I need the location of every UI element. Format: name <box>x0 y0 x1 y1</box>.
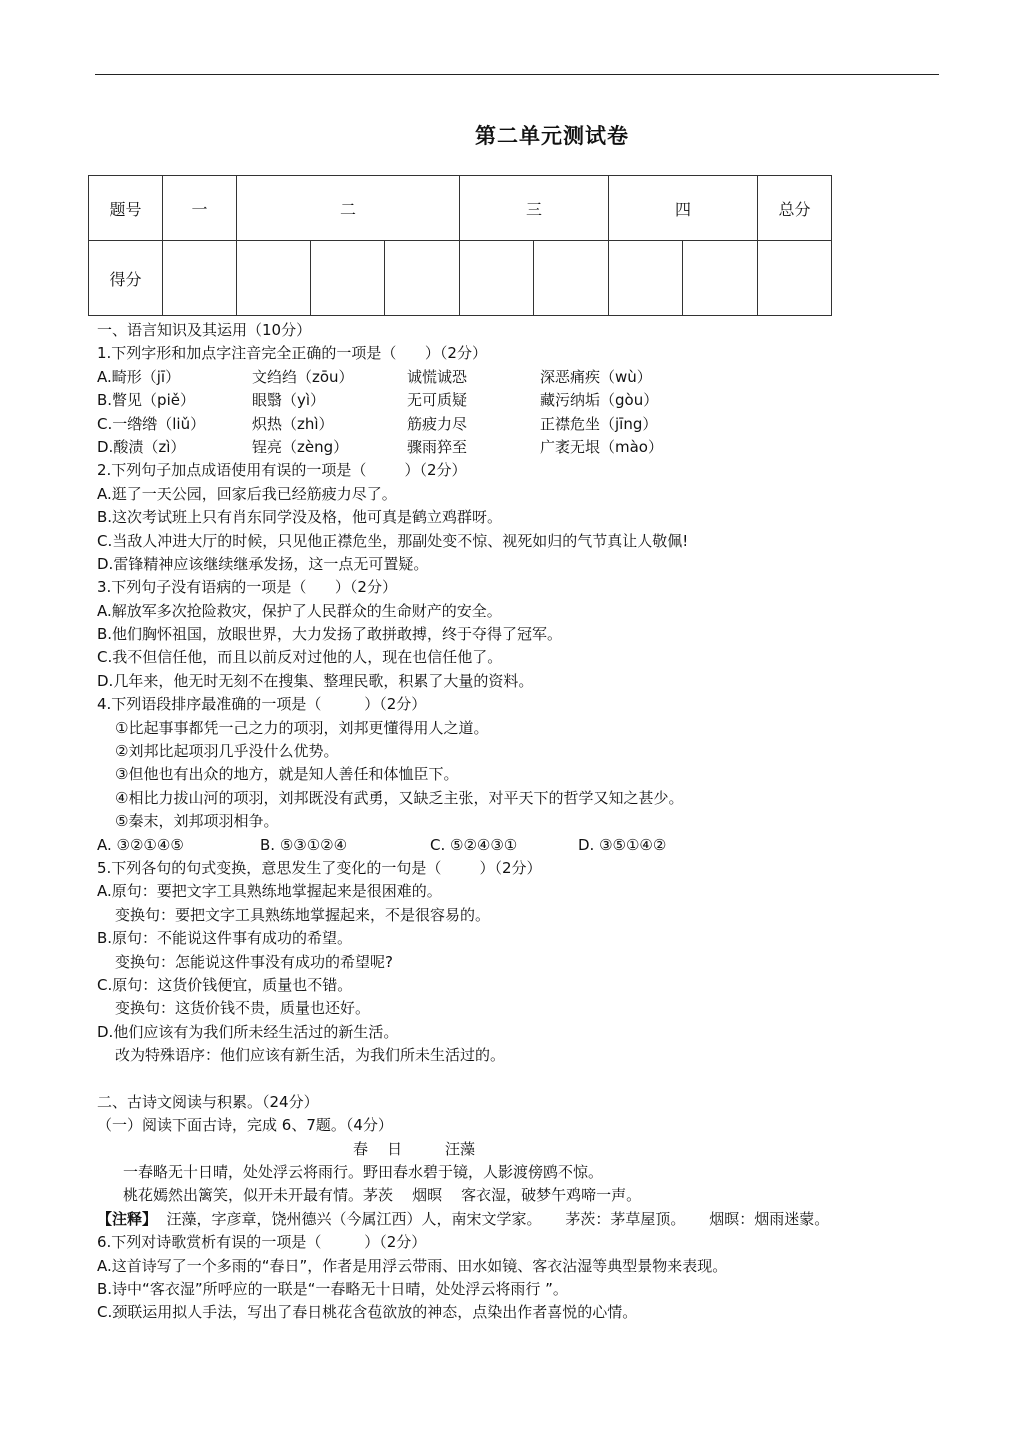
option-cell: C.一绺绺（liǔ） <box>97 414 206 433</box>
question-stem: 1.下列字形和加点字注音完全正确的一项是（ ）（2分） <box>97 344 487 363</box>
option-line: A.原句：要把文字工具熟练地掌握起来是很困难的。 <box>97 882 442 901</box>
sentence-item: ③但他也有出众的地方，就是知人善任和体恤臣下。 <box>115 765 459 784</box>
option-line: 变换句：要把文字工具熟练地掌握起来，不是很容易的。 <box>115 905 491 924</box>
option-line: B.他们胸怀祖国，放眼世界，大力发扬了敢拼敢搏，终于夺得了冠军。 <box>97 625 563 644</box>
question-stem: 6.下列对诗歌赏析有误的一项是（ ）（2分） <box>97 1233 427 1252</box>
sentence-item: ②刘邦比起项羽几乎没什么优势。 <box>115 742 339 761</box>
option-cell: C. ⑤②④③① <box>430 835 518 854</box>
option-cell: B.瞥见（piě） <box>97 391 195 410</box>
score-table <box>88 175 832 316</box>
poem-line: 桃花嫣然出篱笑，似开未开最有情。茅茨 烟暝 客衣湿，破梦午鸡啼一声。 <box>123 1186 642 1205</box>
option-row <box>97 389 937 412</box>
option-row <box>97 366 937 389</box>
question-stem: 3.下列句子没有语病的一项是（ ）（2分） <box>97 578 397 597</box>
poem-title: 春 日 汪藻 <box>353 1139 475 1158</box>
note-label: 【注释】 <box>97 1209 158 1228</box>
option-cell: 筋疲力尽 <box>407 414 468 433</box>
exam-content <box>97 319 937 1325</box>
section-heading: 一、语言知识及其运用（10分） <box>97 321 312 339</box>
option-line: B.这次考试班上只有肖东同学没及格，他可真是鹤立鸡群呀。 <box>97 508 503 527</box>
option-line: 改为特殊语序：他们应该有新生活，为我们所未生活过的。 <box>115 1046 506 1065</box>
option-cell: B. ⑤③①②④ <box>260 835 348 854</box>
option-line: C.我不但信任他，而且以前反对过他的人，现在也信任他了。 <box>97 648 503 667</box>
option-cell: 正襟危坐（jīng） <box>540 414 658 433</box>
option-cell: 锃亮（zèng） <box>252 437 349 456</box>
score-cell[interactable] <box>683 241 758 316</box>
poem-note <box>97 1208 937 1231</box>
option-row <box>97 834 937 857</box>
option-line: B.原句：不能说这件事有成功的希望。 <box>97 929 353 948</box>
subsection-heading: （一）阅读下面古诗，完成 6、7题。（4分） <box>97 1116 393 1135</box>
option-line: C.颈联运用拟人手法，写出了春日桃花含苞欲放的神态，点染出作者喜悦的心情。 <box>97 1303 638 1322</box>
score-header-label: 题号 <box>89 176 163 241</box>
option-cell: D.酸渍（zì） <box>97 437 186 456</box>
option-row <box>97 436 937 459</box>
option-line: A.这首诗写了一个多雨的“春日”，作者是用浮云带雨、田水如镜、客衣沾湿等典型景物来表现。 <box>97 1256 728 1275</box>
option-line: 变换句：怎能说这件事没有成功的希望呢? <box>115 952 393 971</box>
question-stem: 4.下列语段排序最准确的一项是（ ）（2分） <box>97 695 427 714</box>
option-cell: 眼翳（yì） <box>252 391 326 410</box>
option-cell: 诚慌诚恐 <box>407 367 468 386</box>
option-cell: 深恶痛疾（wù） <box>540 367 652 386</box>
option-cell: 无可质疑 <box>407 391 468 410</box>
sentence-item: ①比起事事都凭一己之力的项羽，刘邦更懂得用人之道。 <box>115 718 489 737</box>
question-stem: 2.下列句子加点成语使用有误的一项是（ ）（2分） <box>97 461 467 480</box>
option-cell: 文绉绉（zōu） <box>252 367 354 386</box>
score-cell[interactable] <box>385 241 460 316</box>
option-line: C.当敌人冲进大厅的时候，只见他正襟危坐，那副处变不惊、视死如归的气节真让人敬佩! <box>97 531 689 550</box>
option-cell: 炽热（zhì） <box>252 414 334 433</box>
score-cell[interactable] <box>758 241 832 316</box>
option-line: D.几年来，他无时无刻不在搜集、整理民歌，积累了大量的资料。 <box>97 671 534 690</box>
score-header-2: 二 <box>237 176 460 241</box>
option-line: A.解放军多次抢险救灾，保护了人民群众的生命财产的安全。 <box>97 601 502 620</box>
section-heading: 二、古诗文阅读与积累。（24分） <box>97 1092 319 1111</box>
question-stem: 5.下列各句的句式变换，意思发生了变化的一句是（ ）（2分） <box>97 858 542 877</box>
score-cell[interactable] <box>311 241 385 316</box>
note-text: 汪藻，字彦章，饶州德兴（今属江西）人，南宋文学家。 茅茨：茅草屋顶。 烟暝：烟雨迷蒙。 <box>157 1209 830 1228</box>
option-line: A.逛了一天公园，回家后我已经筋疲力尽了。 <box>97 484 397 503</box>
score-cell[interactable] <box>534 241 609 316</box>
score-row-label: 得分 <box>89 241 163 316</box>
option-cell: D. ③⑤①④② <box>578 835 667 854</box>
poem-line: 一春略无十日晴，处处浮云将雨行。野田春水碧于镜，人影渡傍鸥不惊。 <box>123 1163 604 1182</box>
sentence-item: ⑤秦末，刘邦项羽相争。 <box>115 812 279 831</box>
score-cell[interactable] <box>609 241 683 316</box>
option-cell: 藏污纳垢（gòu） <box>540 391 659 410</box>
score-header-total: 总分 <box>758 176 832 241</box>
sentence-item: ④相比力拔山河的项羽，刘邦既没有武勇，又缺乏主张，对平天下的哲学又知之甚少。 <box>115 788 684 807</box>
option-line: 变换句：这货价钱不贵，质量也还好。 <box>115 999 371 1018</box>
score-cell[interactable] <box>237 241 311 316</box>
option-cell: A.畸形（jī） <box>97 367 181 386</box>
score-header-3: 三 <box>460 176 609 241</box>
page-title: 第二单元测试卷 <box>475 124 629 148</box>
option-line: D.他们应该有为我们所未经生活过的新生活。 <box>97 1022 399 1041</box>
score-cell[interactable] <box>460 241 534 316</box>
option-line: C.原句：这货价钱便宜，质量也不错。 <box>97 975 353 994</box>
header-rule <box>95 74 939 75</box>
option-cell: A. ③②①④⑤ <box>97 835 184 854</box>
option-row <box>97 413 937 436</box>
option-cell: 骤雨猝至 <box>407 437 468 456</box>
option-line: D.雷锋精神应该继续继承发扬，这一点无可置疑。 <box>97 554 429 573</box>
score-header-1: 一 <box>163 176 237 241</box>
score-cell[interactable] <box>163 241 237 316</box>
option-cell: 广袤无垠（mào） <box>540 437 663 456</box>
option-line: B.诗中“客衣湿”所呼应的一联是“一春略无十日晴，处处浮云将雨行 ”。 <box>97 1280 568 1299</box>
score-header-4: 四 <box>609 176 758 241</box>
